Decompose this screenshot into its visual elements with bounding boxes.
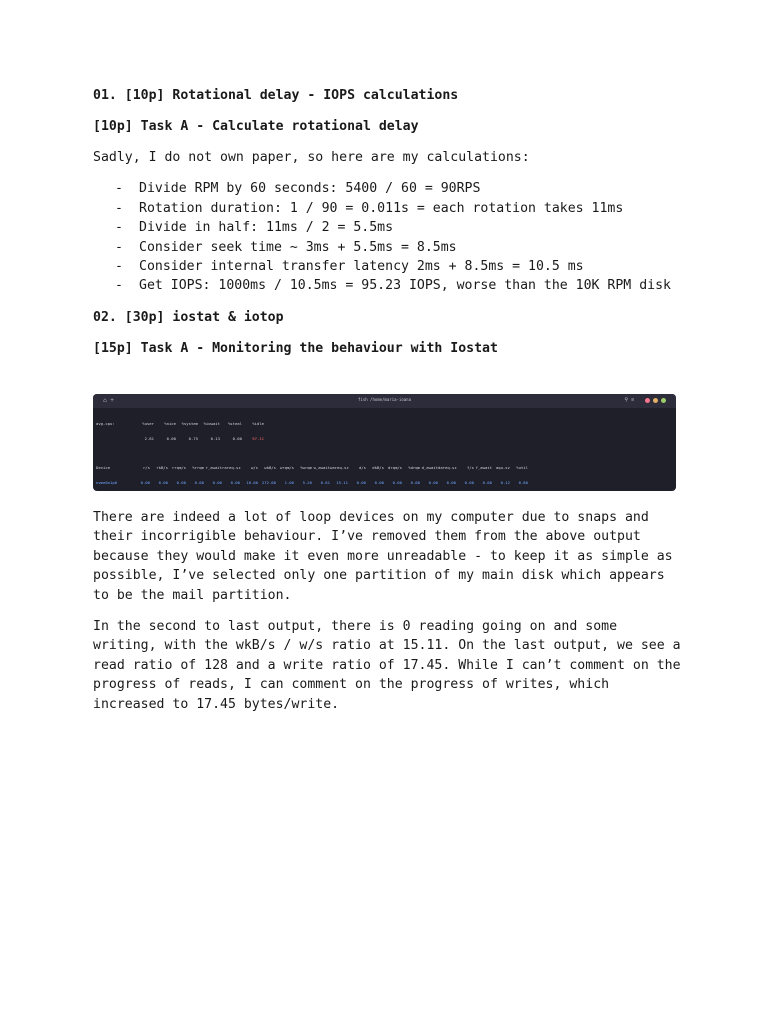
row-label: avg-cpu:: [96, 420, 115, 426]
table-cell: 0.00: [356, 479, 366, 485]
table-cell: 0.80: [518, 479, 528, 485]
terminal-screenshot: [93, 394, 676, 491]
q2-paragraph-2: In the second to last output, there is 0 reading going on and some writing, with the wkB/s / w/s ratio at 15.11. On the last output, we see a read ratio of 128 and a write ratio of 17.45. While I can’t comment on the progress of reads, I can comment on the progress of writes, which increased to 17.45 bytes/write.: [93, 619, 681, 712]
table-cell: %iowait: [203, 420, 220, 426]
document-page: [93, 86, 683, 358]
list-item: [93, 199, 683, 218]
q2-task-heading: [15p] Task A - Monitoring the behaviour with Iostat: [93, 340, 498, 356]
q1-task-heading: [10p] Task A - Calculate rotational delay: [93, 119, 419, 134]
list-item-text: Consider internal transfer latency 2ms + 8.5ms = 10.5 ms: [139, 259, 584, 275]
bullet-dash: -: [115, 259, 123, 275]
search-icon: ⚲ ≡: [624, 397, 634, 403]
table-cell: %wrqm: [300, 465, 312, 471]
q1-intro: Sadly, I do not own paper, so here are my calculations:: [93, 150, 530, 165]
bullet-dash: -: [115, 200, 123, 216]
bullet-dash: -: [115, 181, 123, 197]
table-cell: d/s: [358, 465, 366, 471]
table-cell: wkB/s: [264, 465, 276, 471]
table-cell: 0.13: [210, 435, 220, 441]
list-item: [93, 276, 683, 295]
table-cell: aqu-sz: [495, 465, 510, 471]
table-cell: drqm/s: [387, 465, 402, 471]
table-cell: 0.00: [140, 479, 150, 485]
bullet-dash: -: [115, 220, 123, 236]
row-label: [96, 437, 132, 442]
row-label: nvme0n1p6: [96, 479, 118, 485]
terminal-titlebar: [93, 394, 676, 408]
list-item-text: Get IOPS: 1000ms / 10.5ms = 95.23 IOPS, worse than the 10K RPM disk: [139, 278, 671, 294]
device-header-row: [96, 466, 673, 471]
table-cell: 18.00: [246, 479, 258, 485]
table-cell: rareq-sz: [222, 465, 241, 471]
table-cell: f_await: [475, 465, 492, 471]
table-cell: d_await: [421, 465, 438, 471]
terminal-title: fish /home/maria-ioana: [358, 397, 411, 402]
table-cell: %drqm: [408, 465, 420, 471]
bullet-dash: -: [115, 278, 123, 294]
table-cell: 0.61: [320, 479, 330, 485]
table-cell: 0.75: [188, 435, 198, 441]
cpu-values-row: [96, 437, 673, 442]
table-cell: 0.00: [232, 435, 242, 441]
table-cell: 0.00: [212, 479, 222, 485]
list-item-text: Consider seek time ~ 3ms + 5.5ms = 8.5ms: [139, 239, 457, 255]
table-cell: %steal: [227, 420, 242, 426]
table-cell: w_await: [313, 465, 330, 471]
q2-paragraph-1: There are indeed a lot of loop devices on my computer due to snaps and their incorrigible behaviour. I’ve removed them from the above output because they would make it even more unreadable - to keep it as simple as possible, I’ve selected only one partition of my main disk which appears to be the mail partition.: [93, 510, 673, 603]
table-cell: 0.00: [194, 479, 204, 485]
table-cell: w/s: [250, 465, 258, 471]
table-cell: 97.11: [252, 435, 264, 441]
table-cell: %nice: [164, 420, 176, 426]
table-cell: %util: [516, 465, 528, 471]
table-cell: %idle: [252, 420, 264, 426]
table-cell: 0.00: [482, 479, 492, 485]
table-cell: 272.00: [261, 479, 276, 485]
table-cell: 2.81: [144, 435, 154, 441]
list-item: [93, 179, 683, 198]
table-cell: %system: [181, 420, 198, 426]
minimize-dot-icon: [653, 398, 658, 403]
table-cell: wrqm/s: [279, 465, 294, 471]
table-cell: 0.00: [410, 479, 420, 485]
q2-heading: 02. [30p] iostat & iotop: [93, 309, 284, 325]
table-cell: r_await: [205, 465, 222, 471]
table-cell: rkB/s: [156, 465, 168, 471]
q2-body: [93, 508, 683, 714]
list-item-text: Divide RPM by 60 seconds: 5400 / 60 = 90RPS: [139, 181, 481, 197]
table-cell: 5.26: [302, 479, 312, 485]
table-cell: 0.00: [158, 479, 168, 485]
table-cell: 0.00: [374, 479, 384, 485]
bullet-dash: -: [115, 239, 123, 255]
table-cell: 15.11: [336, 479, 348, 485]
table-cell: r/s: [142, 465, 150, 471]
list-item: [93, 257, 683, 276]
table-cell: 0.12: [500, 479, 510, 485]
calculation-list: [93, 179, 683, 295]
table-cell: 0.00: [428, 479, 438, 485]
cpu-header-row: [96, 422, 673, 427]
device-values-row: [96, 481, 673, 486]
table-cell: 0.00: [464, 479, 474, 485]
table-cell: wareq-sz: [330, 465, 349, 471]
window-controls: [645, 398, 666, 403]
table-cell: 0.00: [230, 479, 240, 485]
table-cell: rrqm/s: [171, 465, 186, 471]
table-cell: 0.00: [392, 479, 402, 485]
table-cell: 0.00: [166, 435, 176, 441]
table-cell: 0.00: [176, 479, 186, 485]
close-dot-icon: [645, 398, 650, 403]
table-cell: %rrqm: [192, 465, 204, 471]
list-item: [93, 238, 683, 257]
table-cell: f/s: [466, 465, 474, 471]
home-icon: ⌂ +: [103, 397, 114, 404]
table-cell: %user: [142, 420, 154, 426]
list-item-text: Divide in half: 11ms / 2 = 5.5ms: [139, 220, 394, 236]
table-cell: dkB/s: [372, 465, 384, 471]
list-item: [93, 218, 683, 237]
terminal-output: [93, 408, 676, 491]
maximize-dot-icon: [661, 398, 666, 403]
table-cell: 0.00: [446, 479, 456, 485]
table-cell: 1.00: [284, 479, 294, 485]
q1-heading: 01. [10p] Rotational delay - IOPS calculations: [93, 88, 459, 103]
table-cell: dareq-sz: [438, 465, 457, 471]
list-item-text: Rotation duration: 1 / 90 = 0.011s = each rotation takes 11ms: [139, 200, 624, 216]
row-label: Device: [96, 465, 111, 471]
